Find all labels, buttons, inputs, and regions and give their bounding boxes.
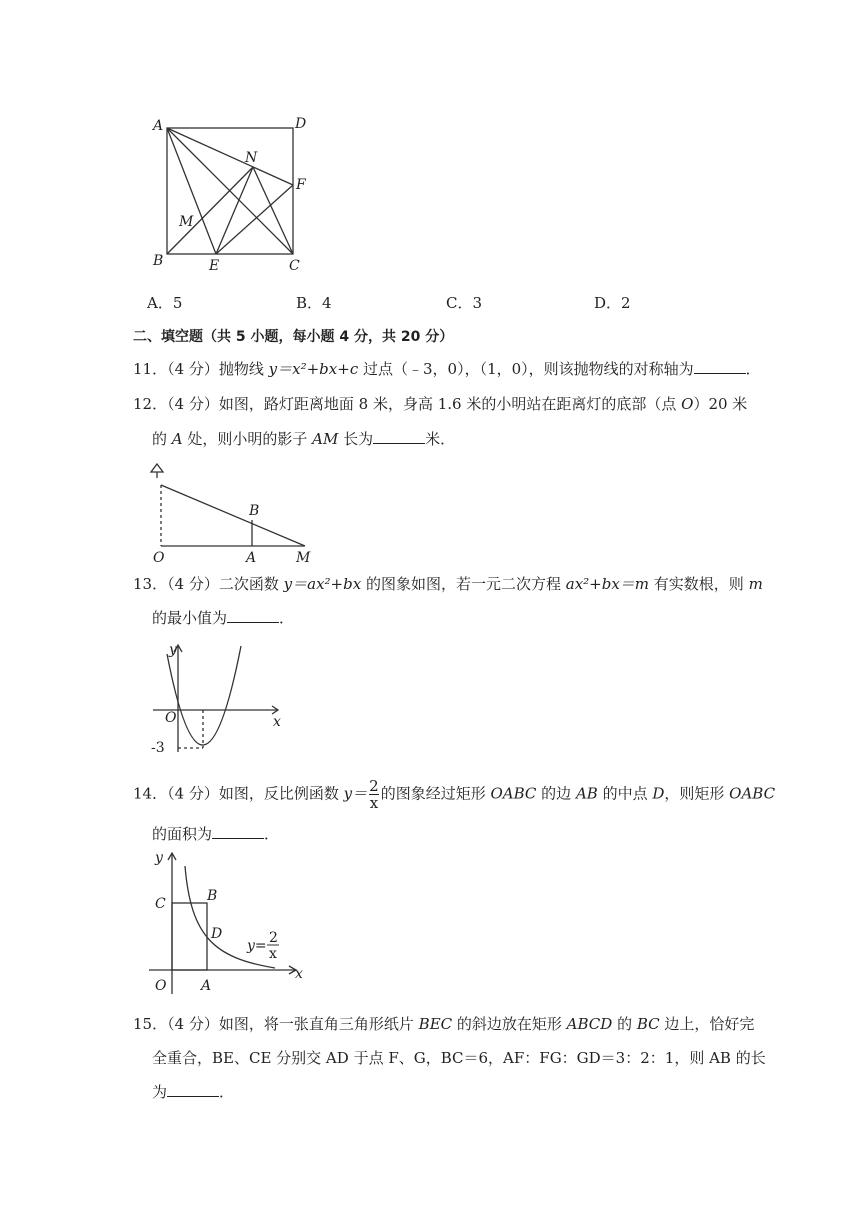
label-D: D	[211, 926, 223, 942]
figure-streetlight	[145, 458, 325, 568]
question-15-line3: 为 ．	[152, 1083, 235, 1101]
label-x: x	[273, 714, 281, 730]
label-neg3: -3	[151, 740, 165, 756]
label-A: A	[153, 118, 164, 134]
label-E: E	[209, 258, 220, 274]
label-O: O	[165, 710, 177, 726]
fraction-2-over-x: $\frac{2}{x}$	[369, 777, 379, 812]
option-a: A．5	[147, 294, 183, 312]
label-C: C	[289, 258, 300, 274]
question-13-line2: 的最小值为 ．	[152, 609, 295, 627]
label-D: D	[295, 116, 307, 132]
label-O: O	[153, 550, 165, 566]
figure-square-abcd	[145, 110, 315, 280]
label-M: M	[296, 550, 311, 566]
answer-blank	[227, 608, 279, 623]
answer-blank	[167, 1082, 219, 1097]
label-M: M	[179, 214, 194, 230]
answer-blank	[212, 824, 264, 839]
option-c: C．3	[446, 294, 483, 312]
label-C: C	[155, 896, 166, 912]
label-y: y	[155, 850, 163, 866]
question-14-line2: 的面积为 ．	[152, 825, 280, 843]
figure-inverse-function	[145, 848, 315, 998]
question-15-line2: 全重合，BE、CE 分别交 AD 于点 F、G，BC＝6，AF：FG：GD＝3：2：1，则 AB 的长	[152, 1049, 766, 1067]
label-A: A	[246, 550, 257, 566]
label-N: N	[245, 150, 258, 166]
question-11: 11．（4 分）抛物线 y＝x²+bx+c 过点（﹣3，0），（1，0），则该抛物线的对称轴为 ．	[133, 360, 761, 378]
question-13-line1: 13．（4 分）二次函数 y＝ax²+bx 的图象如图，若一元二次方程 ax²+bx＝m 有实数根，则 m	[133, 575, 763, 593]
answer-blank	[373, 429, 425, 444]
section-title: 二、填空题（共 5 小题，每小题 4 分，共 20 分）	[133, 329, 454, 345]
label-B: B	[153, 253, 164, 269]
label-x: x	[295, 966, 303, 982]
label-y: y	[169, 642, 177, 658]
figure-parabola	[145, 640, 295, 758]
question-12-line2: 的 A 处，则小明的影子 AM 长为 米．	[152, 430, 456, 448]
curve-label-den: x	[269, 946, 277, 962]
option-d: D．2	[594, 294, 631, 312]
curve-label-num: 2	[269, 930, 278, 946]
question-14-line1: 14．（4 分）如图，反比例函数 y＝ $\frac{2}{x}$ 的图象经过矩形 OABC 的边 AB 的中点 D，则矩形 OABC	[133, 777, 776, 812]
answer-blank	[694, 359, 746, 374]
label-B: B	[207, 888, 218, 904]
lamp-icon	[151, 464, 163, 472]
label-A: A	[201, 978, 212, 994]
option-b: B．4	[296, 294, 332, 312]
question-12-line1: 12．（4 分）如图，路灯距离地面 8 米，身高 1.6 米的小明站在距离灯的底部（点 O）20 米	[133, 395, 748, 413]
label-O: O	[155, 978, 167, 994]
label-F: F	[296, 177, 306, 193]
curve-label-y: y=	[247, 938, 267, 954]
question-15-line1: 15．（4 分）如图，将一张直角三角形纸片 BEC 的斜边放在矩形 ABCD 的 BC 边上，恰好完	[133, 1015, 755, 1033]
label-B: B	[249, 503, 260, 519]
